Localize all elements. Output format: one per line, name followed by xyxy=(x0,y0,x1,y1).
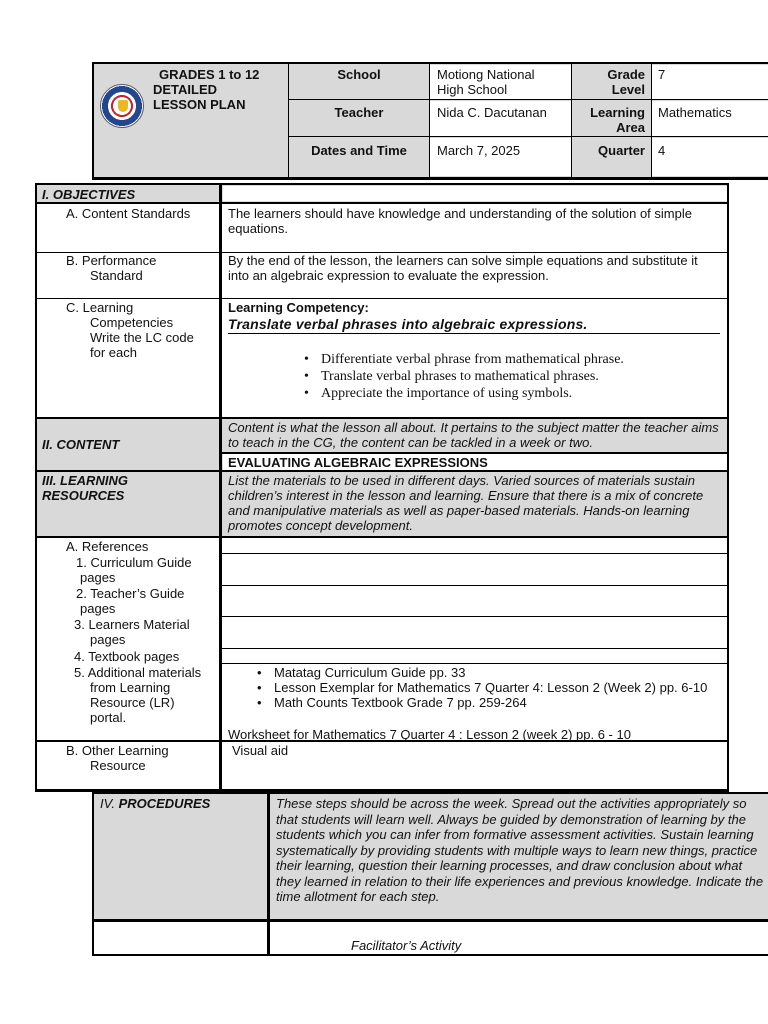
school-value-line-1: Motiong National xyxy=(437,67,535,82)
teacher-value: Nida C. Dacutanan xyxy=(437,105,547,120)
list-item: • Lesson Exemplar for Mathematics 7 Quarter 4: Lesson 2 (Week 2) pp. 6-10 xyxy=(252,680,724,695)
content-standards-label: A. Content Standards xyxy=(66,206,191,221)
additional-label-line-4: portal. xyxy=(90,710,127,725)
content-standards-text: The learners should have knowledge and understanding of the solution of simple equations. xyxy=(228,206,692,236)
title-line-2: DETAILED xyxy=(153,82,218,97)
objectives-heading: I. OBJECTIVES xyxy=(42,187,136,202)
area-value: Mathematics xyxy=(658,105,732,120)
grade-label xyxy=(572,67,645,97)
grade-value-cell xyxy=(652,65,768,99)
performance-label-line-2: Standard xyxy=(90,268,143,283)
procedures-description: These steps should be across the week. Spread out the activities appropriately so that students will learn well. Always be guided by demonstration of learning by the students which you can infer from formative assessment activities. Sustain learning systematically by providing students with multiple ways to learn new things, practice their learning, question their learning processes, and draw conclusion about what they learned in relation to their life experiences and previous knowledge. Indicate the time allotment for each step. xyxy=(276,796,764,904)
content-heading: II. CONTENT xyxy=(42,437,120,452)
quarter-value-cell xyxy=(652,138,768,176)
area-label-line-1: Learning xyxy=(590,105,645,120)
school-value-line-2: High School xyxy=(437,82,508,97)
curriculum-label-line-1: 1. Curriculum Guide xyxy=(76,555,192,570)
additional-materials-label xyxy=(74,665,201,725)
list-item: • Appreciate the importance of using symbols. xyxy=(299,385,719,402)
competency-list xyxy=(299,351,719,402)
content-description: Content is what the lesson all about. It pertains to the subject matter the teacher aims to teach in the CG, the content can be tackled in a week or two. xyxy=(228,420,719,450)
list-item: • Differentiate verbal phrase from mathematical phrase. xyxy=(299,351,719,368)
title-line-1: GRADES 1 to 12 xyxy=(159,67,260,82)
additional-label-line-2: from Learning xyxy=(90,680,171,695)
other-resource-value: Visual aid xyxy=(232,743,289,758)
content-topic: EVALUATING ALGEBRAIC EXPRESSIONS xyxy=(228,455,488,470)
grade-label-line-2: Level xyxy=(611,82,645,97)
additional-worksheet: Worksheet for Mathematics 7 Quarter 4 : Lesson 2 (week 2) pp. 6 - 10 xyxy=(228,727,631,742)
additional-label-line-1: 5. Additional materials xyxy=(74,665,202,680)
grade-value: 7 xyxy=(658,67,666,82)
procedures-heading-prefix: IV. xyxy=(100,796,115,811)
learners-label-line-2: pages xyxy=(90,632,126,647)
resources-heading-line-1: III. LEARNING xyxy=(42,473,128,488)
other-label-line-1: B. Other Learning xyxy=(66,743,169,758)
list-item: • Math Counts Textbook Grade 7 pp. 259-264 xyxy=(252,695,724,710)
performance-text: By the end of the lesson, the learners can solve simple equations and substitute it into an algebraic expression to evaluate the expression. xyxy=(228,253,698,283)
competencies-label-line-1: C. Learning xyxy=(66,300,134,315)
resources-description: List the materials to be used in different days. Varied sources of materials sustain children’s interest in the lesson and learning. Ensure that there is a mix of concrete and manipulative materials as well as paper-based materials. Hands-on learning promotes concept development. xyxy=(228,473,704,533)
competencies-label-line-4: for each xyxy=(90,345,137,360)
other-label-line-2: Resource xyxy=(90,758,146,773)
teachers-guide-label xyxy=(76,586,184,616)
area-label-line-2: Area xyxy=(616,120,645,135)
curriculum-guide-label xyxy=(76,555,192,585)
deped-seal-icon xyxy=(100,84,144,128)
references-label: A. References xyxy=(66,539,149,554)
dates-label: Dates and Time xyxy=(311,143,407,158)
dates-value: March 7, 2025 xyxy=(437,143,521,158)
curriculum-label-line-2: pages xyxy=(80,570,116,585)
competencies-label-line-3: Write the LC code xyxy=(90,330,194,345)
list-item: • Translate verbal phrases to mathematical phrases. xyxy=(299,368,719,385)
competencies-label-line-2: Competencies xyxy=(90,315,174,330)
procedures-heading xyxy=(100,796,210,811)
resources-heading-line-2: RESOURCES xyxy=(42,488,125,503)
competencies-label xyxy=(66,300,194,360)
teachers-label-line-2: pages xyxy=(80,601,116,616)
title-line-3: LESSON PLAN xyxy=(153,97,246,112)
quarter-value: 4 xyxy=(658,143,666,158)
teacher-label: Teacher xyxy=(334,105,384,120)
area-label xyxy=(572,105,645,135)
objectives-blank-cell xyxy=(223,186,727,201)
additional-label-line-3: Resource (LR) xyxy=(90,695,175,710)
school-label: School xyxy=(337,67,381,82)
learners-label-line-1: 3. Learners Material xyxy=(74,617,190,632)
competency-heading: Learning Competency: xyxy=(228,300,369,315)
learners-material-label xyxy=(74,617,190,647)
resources-heading xyxy=(42,473,128,503)
list-item: • Matatag Curriculum Guide pp. 33 xyxy=(252,665,724,680)
competency-title: Translate verbal phrases into algebraic expressions. xyxy=(228,316,588,332)
procedures-heading-text: PROCEDURES xyxy=(118,796,211,811)
additional-materials-list xyxy=(252,665,724,710)
lesson-plan-title xyxy=(153,67,287,112)
quarter-label: Quarter xyxy=(598,143,645,158)
facilitator-activity-label: Facilitator’s Activity xyxy=(351,938,462,953)
teachers-label-line-1: 2. Teacher’s Guide xyxy=(76,586,185,601)
textbook-label: 4. Textbook pages xyxy=(74,649,180,664)
performance-label xyxy=(66,253,156,283)
school-value xyxy=(437,67,569,97)
grade-label-line-1: Grade xyxy=(607,67,645,82)
performance-label-line-1: B. Performance xyxy=(66,253,157,268)
other-resource-label xyxy=(66,743,169,773)
